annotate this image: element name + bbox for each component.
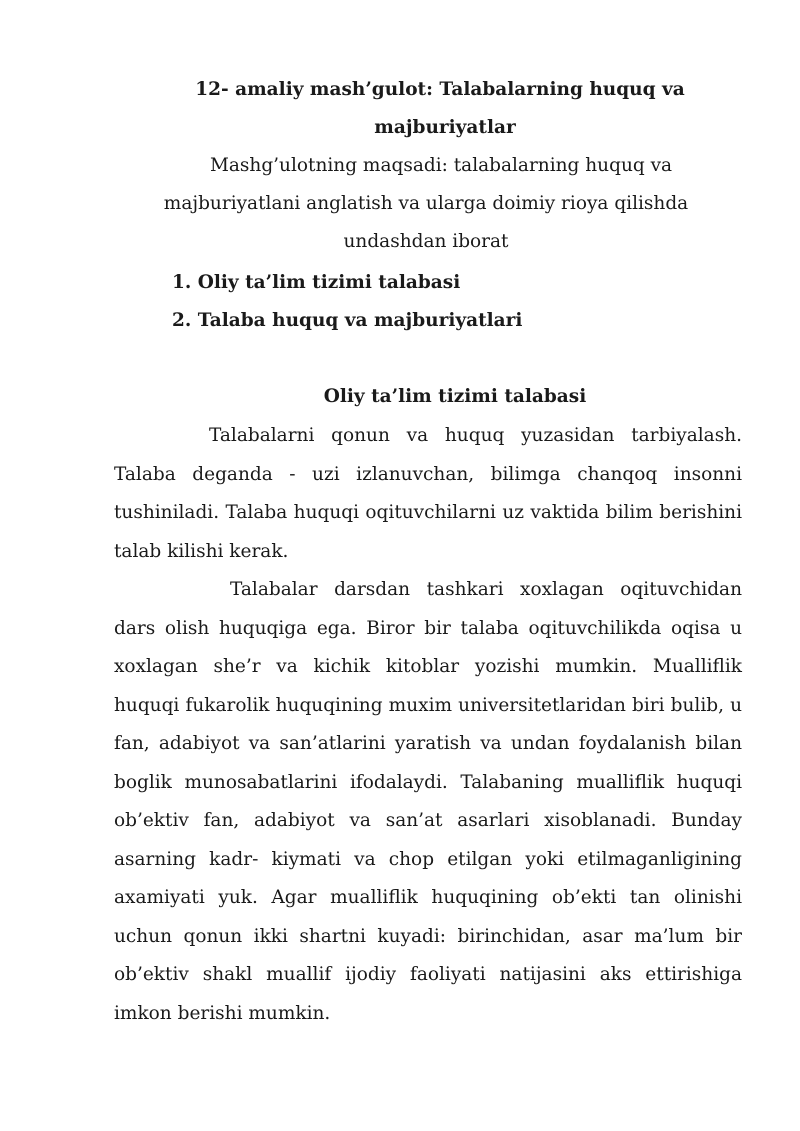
- plan-item-1: 1. Oliy ta’lim tizimi talabasi: [172, 272, 461, 293]
- plan-item-2: 2. Talaba huquq va majburiyatlari: [172, 310, 523, 331]
- title-line-2: majburiyatlar: [374, 117, 516, 138]
- lesson-plan-list: [172, 264, 522, 340]
- title-line-1: 12- amaliy mash’gulot: Talabalarning huquq va: [195, 79, 685, 100]
- goal-rest: majburiyatlani anglatish va ularga doimiy rioya qilishda undashdan iborat: [163, 193, 689, 252]
- lesson-goal: [110, 147, 742, 261]
- goal-line-1: Mashg’ulotning maqsadi: talabalarning huquq va: [209, 155, 673, 176]
- section-heading: Oliy ta’lim tizimi talabasi: [323, 386, 587, 407]
- paragraph-2: Talabalar darsdan tashkari xoxlagan oqituvchidan dars olish huquqiga ega. Biror bir talaba oqituvchilikda oqisa u xoxlagan she’r va kichik kitoblar yozishi mumkin. Mualliflik huquqi fukarolik huquqining muxim universitetlaridan biri bulib, u fan, adabiyot va san’atlarini yaratish va undan foydalanish bilan boglik munosabatlarini ifodalaydi. Talabaning mualliflik huquqi ob’ektiv fan, adabiyot va san’at asarlari xisoblanadi. Bunday asarning kadr- kiymati va chop etilgan yoki etilmaganligining axamiyati yuk. Agar mualliflik huquqining ob’ekti tan olinishi uchun qonun ikki shartni kuyadi: birinchidan, asar ma’lum bir ob’ektiv shakl muallif ijodiy faoliyati natijasini aks ettirishiga imkon berishi mumkin.: [114, 579, 742, 1024]
- paragraph-1: Talabalarni qonun va huquq yuzasidan tarbiyalash. Talaba deganda - uzi izlanuvchan, bilimga chanqoq insonni tushiniladi. Talaba huquqi oqituvchilarni uz vaktida bilim berishini talab kilishi kerak.: [114, 425, 742, 562]
- document-title: [110, 71, 740, 147]
